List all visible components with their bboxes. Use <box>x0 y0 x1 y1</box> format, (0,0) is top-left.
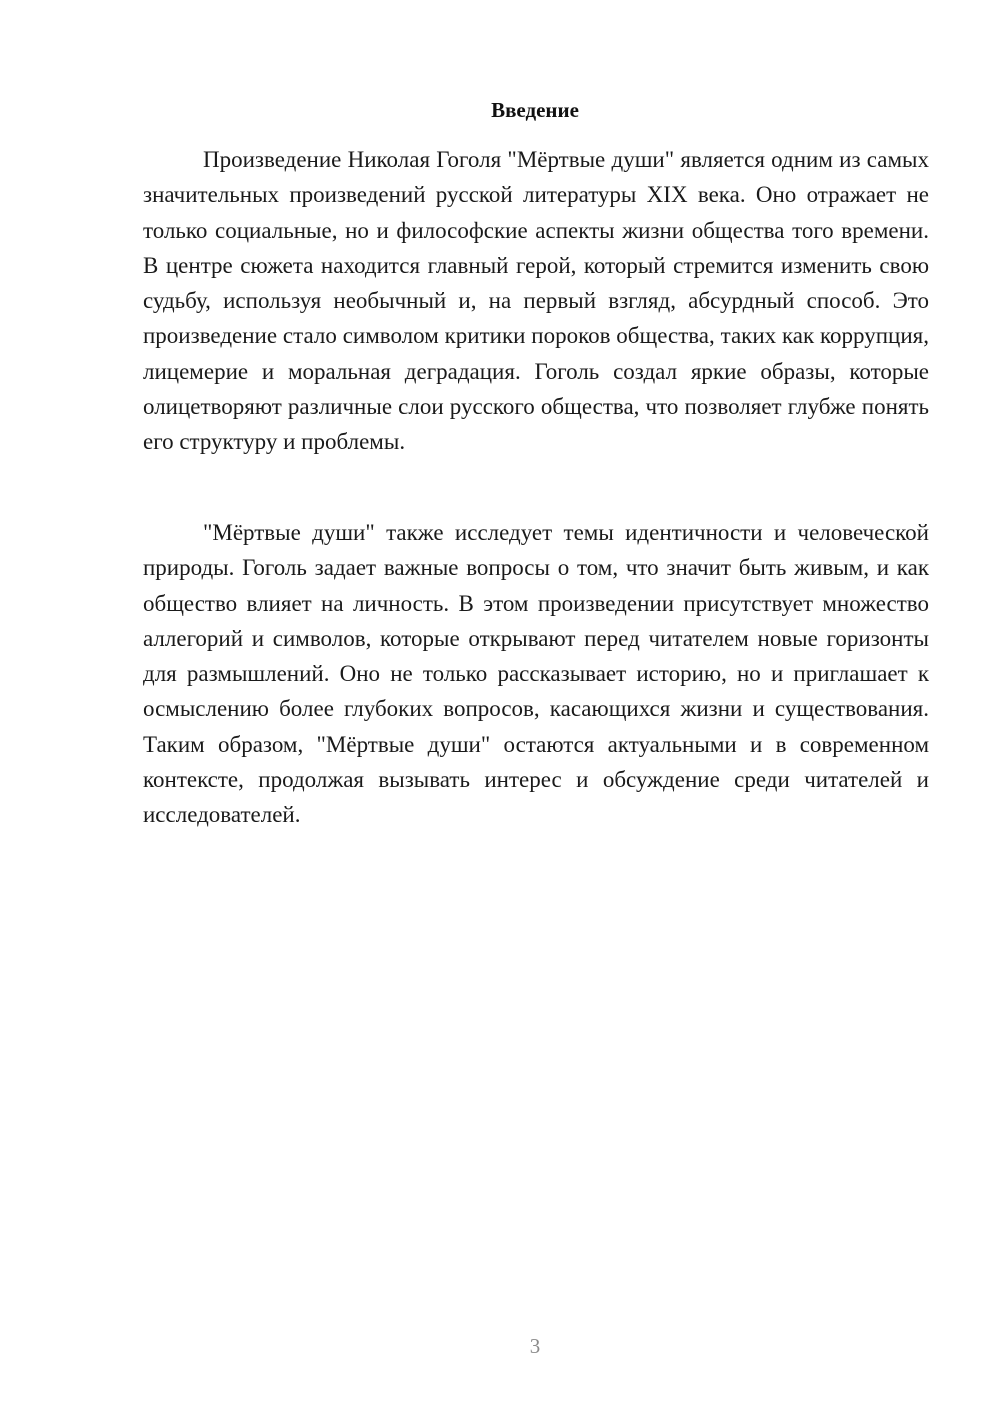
paragraph-text: "Мёртвые души" также исследует темы идентичности и человеческой природы. Гоголь задает важные вопросы о том, что значит быть живым, и как общество влияет на личность. В этом произведении присутствует множество аллегорий и символов, которые открывают перед читателем новые горизонты для размышлений. Оно не только рассказывает историю, но и приглашает к осмыслению более глубоких вопросов, касающихся жизни и существования. Таким образом, "Мёртвые души" остаются актуальными и в современном контексте, продолжая вызывать интерес и обсуждение среди читателей и исследователей. <box>143 520 929 828</box>
page-number: 3 <box>529 1334 541 1358</box>
paragraph-text: Произведение Николая Гоголя "Мёртвые души" является одним из самых значительных произведений русской литературы XIX века. Оно отражает не только социальные, но и философские аспекты жизни общества того времени. В центре сюжета находится главный герой, который стремится изменить свою судьбу, используя необычный и, на первый взгляд, абсурдный способ. Это произведение стало символом критики пороков общества, таких как коррупция, лицемерие и моральная деградация. Гоголь создал яркие образы, которые олицетворяют различные слои русского общества, что позволяет глубже понять его структуру и проблемы. <box>143 147 929 455</box>
body-paragraph-2 <box>143 515 929 833</box>
section-heading: Введение <box>491 98 579 122</box>
body-paragraph-1 <box>143 142 929 460</box>
